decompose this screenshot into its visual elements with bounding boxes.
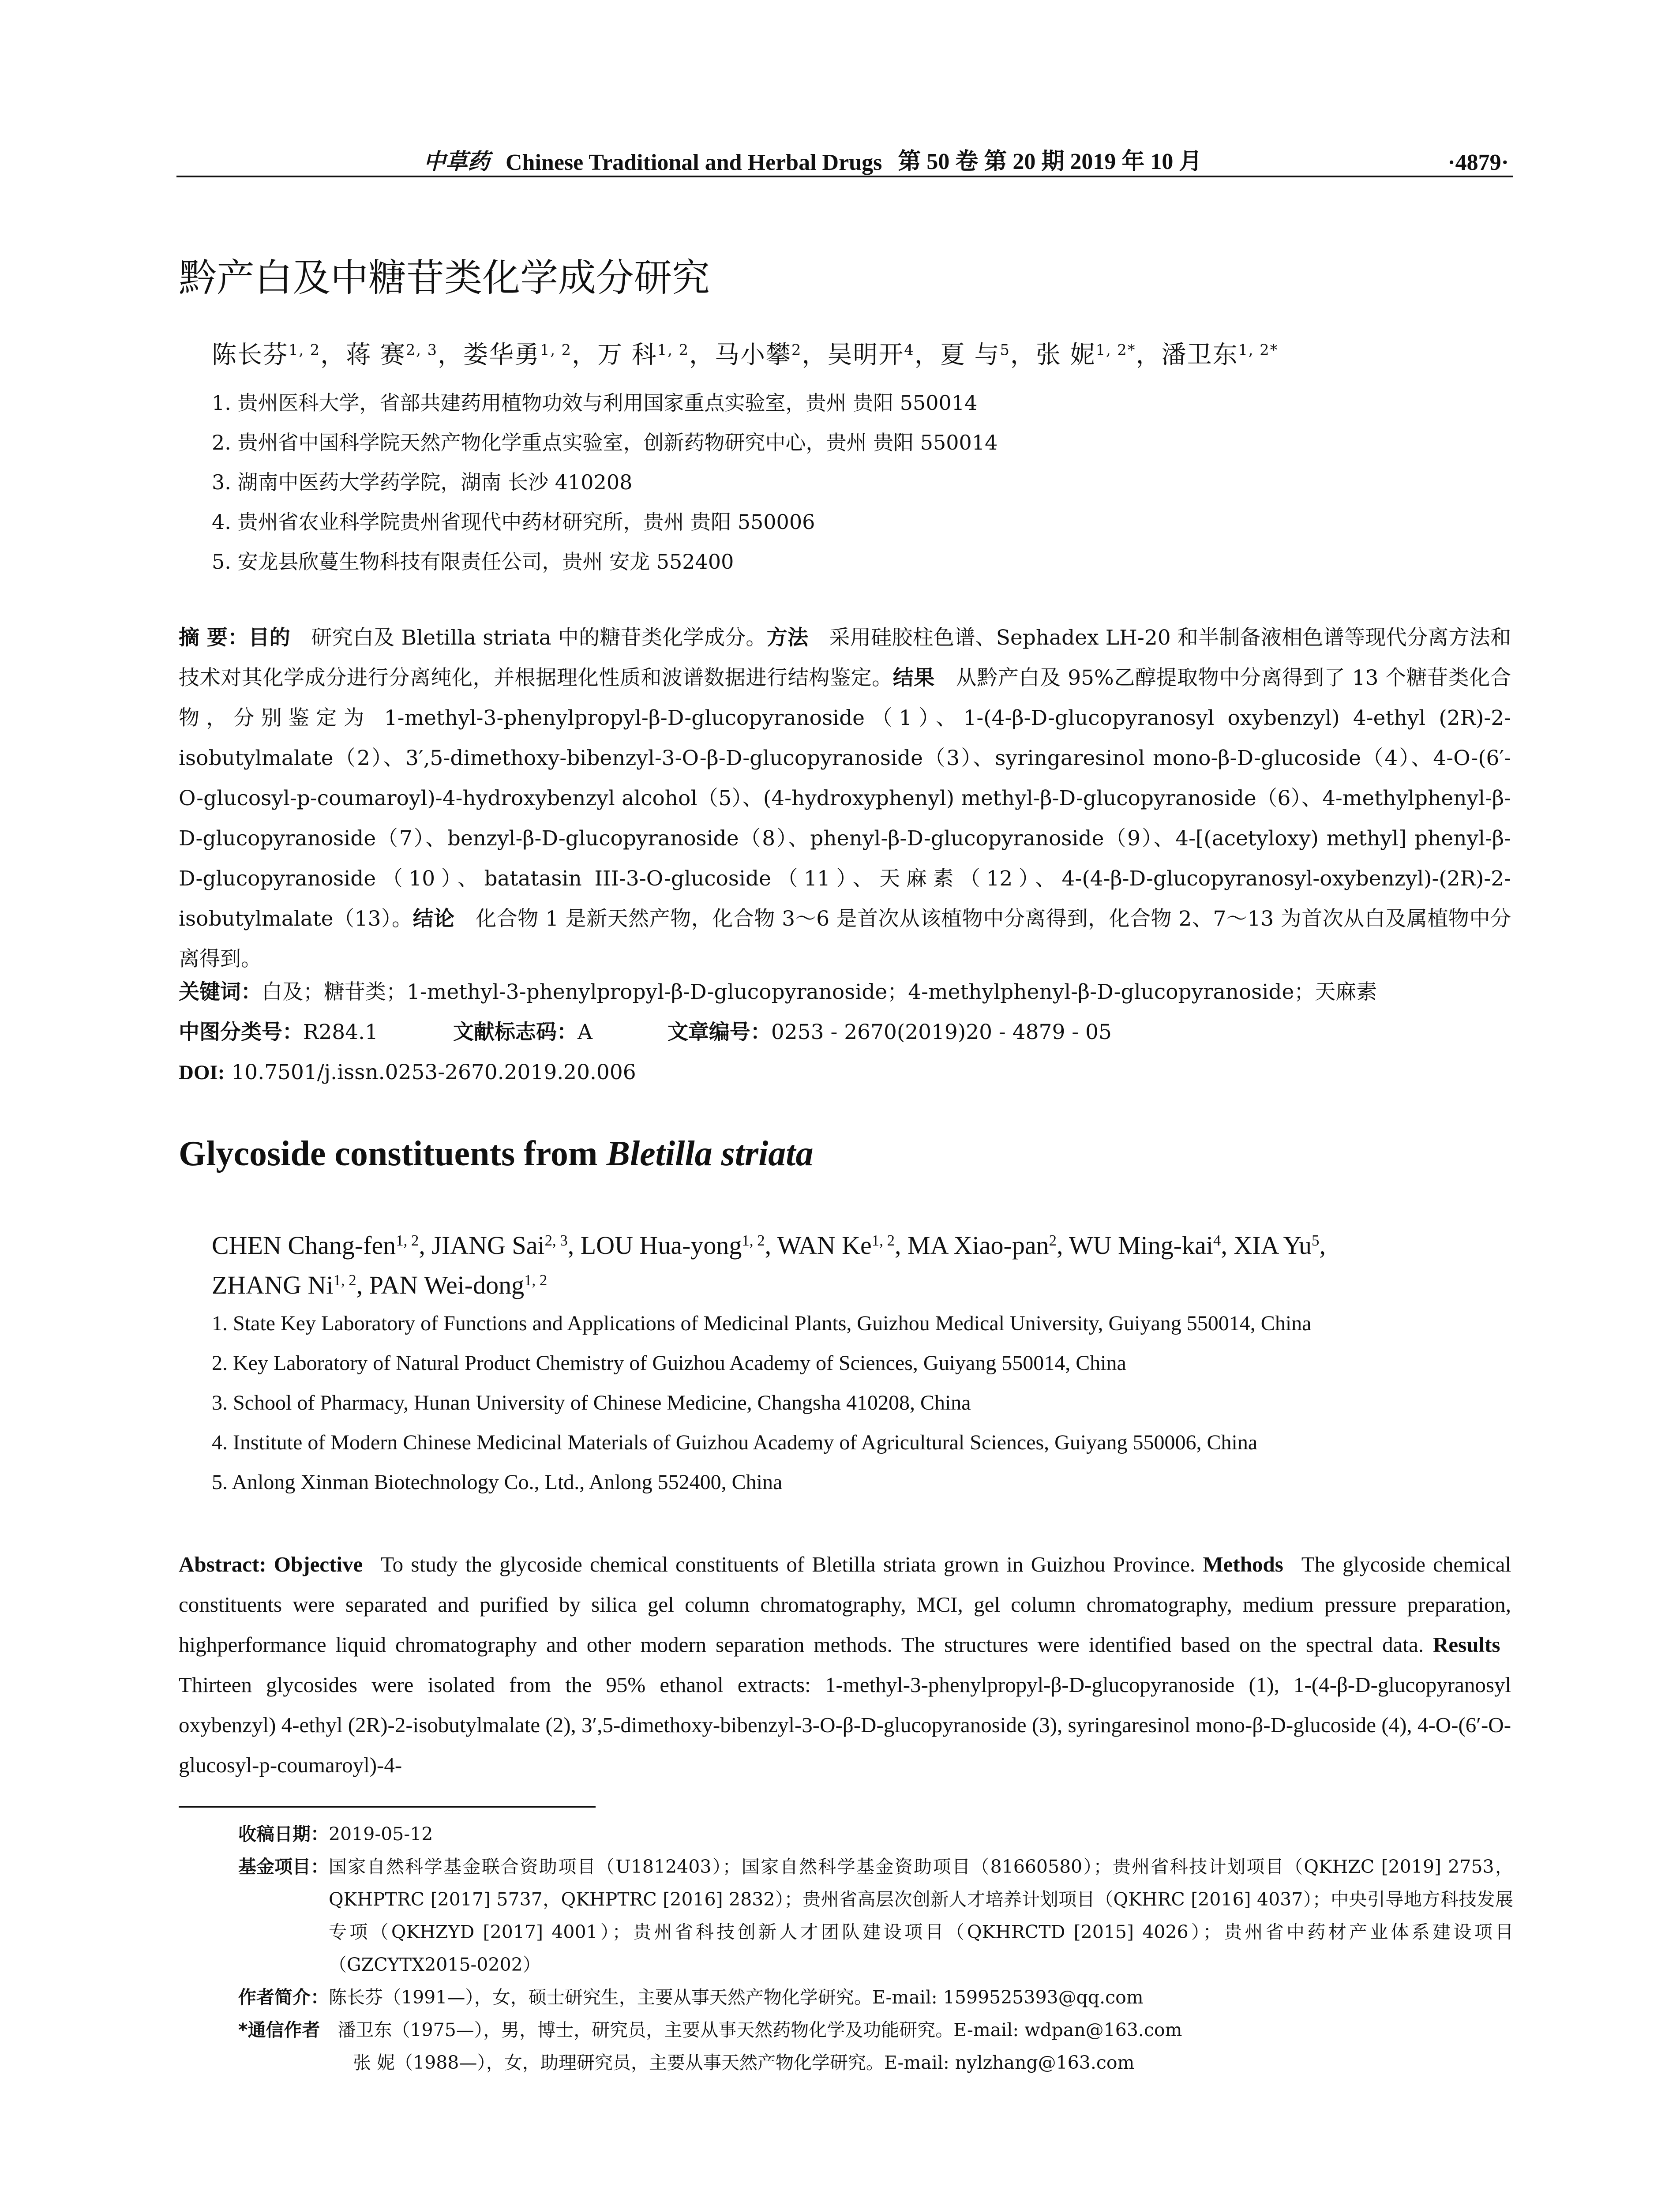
doi-value[interactable]: 10.7501/j.issn.0253-2670.2019.20.006 — [231, 1060, 636, 1084]
author-affiliation-marker: 4 — [904, 341, 915, 359]
received-label: 收稿日期： — [238, 1823, 329, 1845]
affiliation-cn: 5. 安龙县欣蔓生物科技有限责任公司，贵州 安龙 552400 — [212, 550, 734, 574]
author-name: 蒋 赛 — [346, 341, 406, 369]
methods-label-en: Methods — [1203, 1552, 1283, 1576]
author-name: CHEN Chang-fen — [212, 1231, 396, 1260]
clc-value: R284.1 — [303, 1020, 378, 1044]
results-text-cn: 从黔产白及 95%乙醇提取物中分离得到了 13 个糖苷类化合物，分别鉴定为 1-methyl-3-phenylpropyl-β-D-glucopyranoside（1）、1-(4-β-D-glucopyranosyl oxybenzyl) 4-ethyl (2R)-2-isobutylmalate（2）、3′,5-dimethoxy-bibenzyl-3-O-β-D-glucopyranoside（3）、syringaresinol mono-β-D-glucoside（4）、4-O-(6′-O-glucosyl-p-coumaroyl)-4-hydroxybenzyl alcohol（5）、(4-hydroxyphenyl) methyl-β-D-glucopyranoside（6）、4-methylphenyl-β-D-glucopyranoside（7）、benzyl-β-D-glucopyranoside（8）、phenyl-β-D-glucopyranoside（9）、4-[(acetyloxy) methyl] phenyl-β-D-glucopyranoside（10）、batatasin III-3-O-glucoside（11）、天麻素（12）、4-(4-β-D-glucopyranosyl-oxybenzyl)-(2R)-2-isobutylmalate（13）。 — [179, 666, 1511, 931]
affiliation-en: 4. Institute of Modern Chinese Medicinal Materials of Guizhou Academy of Agricultural Sciences, Guiyang 550006, China — [212, 1431, 1258, 1454]
footnotes — [238, 1818, 1513, 2079]
abstract-cn — [179, 618, 1511, 979]
author-line-2: ZHANG Ni$^{1, 2}$, PAN Wei-dong$^{1, 2}$ — [212, 1271, 548, 1299]
author-affiliation-marker: 1, 2* — [1095, 341, 1136, 359]
author-name: 马小攀 — [714, 341, 791, 369]
keywords-line — [179, 972, 1377, 1012]
author-name: 万 科 — [597, 341, 657, 369]
author-affiliation-marker: 2 — [791, 341, 802, 359]
footnote-divider — [179, 1806, 596, 1808]
doi-label: DOI: — [179, 1061, 225, 1084]
affiliation-en: 5. Anlong Xinman Biotechnology Co., Ltd., Anlong 552400, China — [212, 1471, 783, 1494]
author-name: 吴明开 — [827, 341, 904, 369]
author-name: PAN Wei-dong — [369, 1271, 525, 1299]
author-line-1: CHEN Chang-fen$^{1, 2}$, JIANG Sai$^{2, 3}$, LOU Hua-yong$^{1, 2}$, WAN Ke$^{1, 2}$, MA Xiao-pan$^2$, WU Ming-kai$^4$, XIA Yu$^5$, — [212, 1231, 1326, 1260]
author-affiliation-marker: 1, 2 — [524, 1271, 548, 1289]
classification-line — [179, 1012, 1377, 1052]
objective-text-en: To study the glycoside chemical constituents of Bletilla striata grown in Guizhou Province. — [381, 1552, 1196, 1576]
author-affiliation-marker: 5 — [1312, 1231, 1320, 1249]
author-name: XIA Yu — [1234, 1231, 1312, 1260]
abstract-label-cn: 摘 要： — [179, 626, 249, 650]
methods-text-en: The glycoside chemical constituents were separated and purified by silica gel column chromatography, MCI, gel column chromatography, medium pressure preparation, highperformance liquid chromatography and other modern separation methods. The structures were identified based on the spectral data. — [179, 1552, 1511, 1657]
author-bio-text: 陈长芬（1991—），女，硕士研究生，主要从事天然产物化学研究。E-mail: 1599525393@qq.com — [329, 1987, 1144, 2008]
funding-text: 国家自然科学基金联合资助项目（U1812403）；国家自然科学基金资助项目（81660580）；贵州省科技计划项目（QKHZC [2019] 2753，QKHPTRC [2017] 5737，QKHPTRC [2016] 2832）；贵州省高层次创新人才培养计划项目（QKHRC [2016] 4037）；中央引导地方科技发展专项（QKHZYD [2017] 4001）；贵州省科技创新人才团队建设项目（QKHRCTD [2015] 4026）；贵州省中药材产业体系建设项目（GZCYTX2015-0202） — [329, 1856, 1513, 1975]
doi-line — [179, 1052, 1377, 1093]
author-name: WAN Ke — [777, 1231, 872, 1260]
received-date — [238, 1818, 1513, 1850]
article-number-value: 0253 - 2670(2019)20 - 4879 - 05 — [771, 1020, 1112, 1044]
corresponding-text-2: 张 妮（1988—），女，助理研究员，主要从事天然产物化学研究。E-mail: nylzhang@163.com — [353, 2052, 1135, 2073]
affiliation-cn: 2. 贵州省中国科学院天然产物化学重点实验室，创新药物研究中心，贵州 贵阳 550014 — [212, 431, 998, 454]
author-affiliation-marker: 2, 3 — [544, 1231, 568, 1249]
author-name: MA Xiao-pan — [908, 1231, 1049, 1260]
objective-text-cn: 研究白及 Bletilla striata 中的糖苷类化学成分。 — [311, 626, 767, 650]
author-affiliation-marker: 1, 2 — [871, 1231, 895, 1249]
corresponding-text-1: 潘卫东（1975—），男，博士，研究员，主要从事天然药物化学及功能研究。E-mail: wdpan@163.com — [338, 2019, 1182, 2041]
author-list-en — [212, 1226, 1326, 1305]
author-name: 张 妮 — [1035, 341, 1096, 369]
running-header — [176, 140, 1509, 176]
author-affiliation-marker: 2, 3 — [405, 341, 438, 359]
abstract-en — [179, 1544, 1511, 1785]
page-number: ·4879· — [1448, 150, 1509, 175]
author-bio-label: 作者简介： — [238, 1987, 329, 2008]
keywords-label: 关键词： — [179, 980, 262, 1004]
issue-info: 第 50 卷 第 20 期 2019 年 10 月 — [898, 149, 1202, 174]
author-affiliation-marker: 1, 2 — [742, 1231, 765, 1249]
author-name: ZHANG Ni — [212, 1271, 334, 1299]
header-divider — [176, 176, 1513, 177]
author-name: 陈长芬 — [212, 341, 289, 369]
corresponding-label: *通信作者 — [238, 2019, 320, 2041]
author-affiliation-marker: 2 — [1049, 1231, 1057, 1249]
author-name: JIANG Sai — [431, 1231, 545, 1260]
author-affiliation-marker: 1, 2 — [289, 341, 321, 359]
author-name: 潘卫东 — [1161, 341, 1238, 369]
affiliation-cn: 3. 湖南中医药大学药学院，湖南 长沙 410208 — [212, 470, 633, 494]
affiliations-en — [212, 1304, 1311, 1502]
methods-label-cn: 方法 — [766, 626, 809, 650]
author-list-cn: 陈长芬$^{1, 2}$，蒋 赛$^{2, 3}$，娄华勇$^{1, 2}$，万 科$^{1, 2}$，马小攀$^2$，吴明开$^4$，夏 与$^5$，张 妮$^{1, 2*}$，潘卫东$^{1, 2*}$ — [212, 341, 1279, 369]
author-name: 娄华勇 — [463, 341, 540, 369]
doc-code-label: 文献标志码： — [453, 1020, 578, 1044]
paper-title-en — [179, 1134, 814, 1174]
clc-label: 中图分类号： — [179, 1020, 303, 1044]
abstract-label-en: Abstract: Objective — [179, 1552, 363, 1576]
author-affiliation-marker: 5 — [1000, 341, 1010, 359]
affiliation-en: 3. School of Pharmacy, Hunan University of Chinese Medicine, Changsha 410208, China — [212, 1391, 971, 1414]
conclusion-text-cn: 化合物 1 是新天然产物，化合物 3～6 是首次从该植物中分离得到，化合物 2、7～13 为首次从白及属植物中分离得到。 — [179, 907, 1511, 971]
corresponding-author — [238, 2014, 1513, 2046]
journal-name-en: Chinese Traditional and Herbal Drugs — [506, 150, 882, 175]
received-value: 2019-05-12 — [329, 1823, 433, 1845]
author-affiliation-marker: 1, 2 — [396, 1231, 419, 1249]
author-affiliation-marker: 1, 2 — [540, 341, 572, 359]
article-number-label: 文章编号： — [667, 1020, 771, 1044]
paper-title-cn: 黔产白及中糖苷类化学成分研究 — [179, 256, 710, 300]
affiliation-cn: 4. 贵州省农业科学院贵州省现代中药材研究所，贵州 贵阳 550006 — [212, 510, 815, 534]
results-label-cn: 结果 — [892, 666, 935, 690]
title-en-prefix: Glycoside constituents from — [179, 1134, 607, 1173]
title-en-species: Bletilla striata — [606, 1134, 814, 1173]
funding — [238, 1850, 1513, 1981]
author-name: LOU Hua-yong — [580, 1231, 742, 1260]
funding-label: 基金项目： — [238, 1856, 329, 1877]
conclusion-label-cn: 结论 — [412, 907, 455, 931]
affiliation-en: 1. State Key Laboratory of Functions and Applications of Medicinal Plants, Guizhou Medical University, Guiyang 550014, China — [212, 1312, 1312, 1335]
affiliation-en: 2. Key Laboratory of Natural Product Chemistry of Guizhou Academy of Sciences, Guiyang 550014, China — [212, 1351, 1126, 1375]
affiliation-cn: 1. 贵州医科大学，省部共建药用植物功效与利用国家重点实验室，贵州 贵阳 550014 — [212, 391, 978, 415]
header-left — [424, 143, 1202, 176]
author-affiliation-marker: 4 — [1213, 1231, 1221, 1249]
author-name: WU Ming-kai — [1069, 1231, 1213, 1260]
author-affiliation-marker: 1, 2 — [333, 1271, 356, 1289]
author-bio — [238, 1981, 1513, 2014]
objective-label-cn: 目的 — [248, 626, 291, 650]
results-text-en: Thirteen glycosides were isolated from the 95% ethanol extracts: 1-methyl-3-phenylpropyl-β-D-glucopyranoside (1), 1-(4-β-D-glucopyranosyl oxybenzyl) 4-ethyl (2R)-2-isobutylmalate (2), 3′,5-dimethoxy-bibenzyl-3-O-β-D-glucopyranoside (3), syringaresinol mono-β-D-glucoside (4), 4-O-(6′-O-glucosyl-p-coumaroyl)-4- — [179, 1673, 1511, 1777]
author-affiliation-marker: 1, 2* — [1238, 341, 1279, 359]
keywords-text: 白及；糖苷类；1-methyl-3-phenylpropyl-β-D-glucopyranoside；4-methylphenyl-β-D-glucopyranoside；天麻素 — [262, 980, 1377, 1004]
author-name: 夏 与 — [940, 341, 1000, 369]
journal-name-cn: 中草药 — [424, 149, 490, 174]
author-affiliation-marker: 1, 2 — [657, 341, 689, 359]
doc-code-value: A — [577, 1020, 592, 1044]
affiliations-cn — [212, 383, 998, 582]
methods-text-cn: 采用硅胶柱色谱、Sephadex LH-20 和半制备液相色谱等现代分离方法和技术对其化学成分进行分离纯化，并根据理化性质和波谱数据进行结构鉴定。 — [179, 626, 1511, 690]
article-metadata — [179, 972, 1377, 1093]
results-label-en: Results — [1433, 1632, 1500, 1657]
